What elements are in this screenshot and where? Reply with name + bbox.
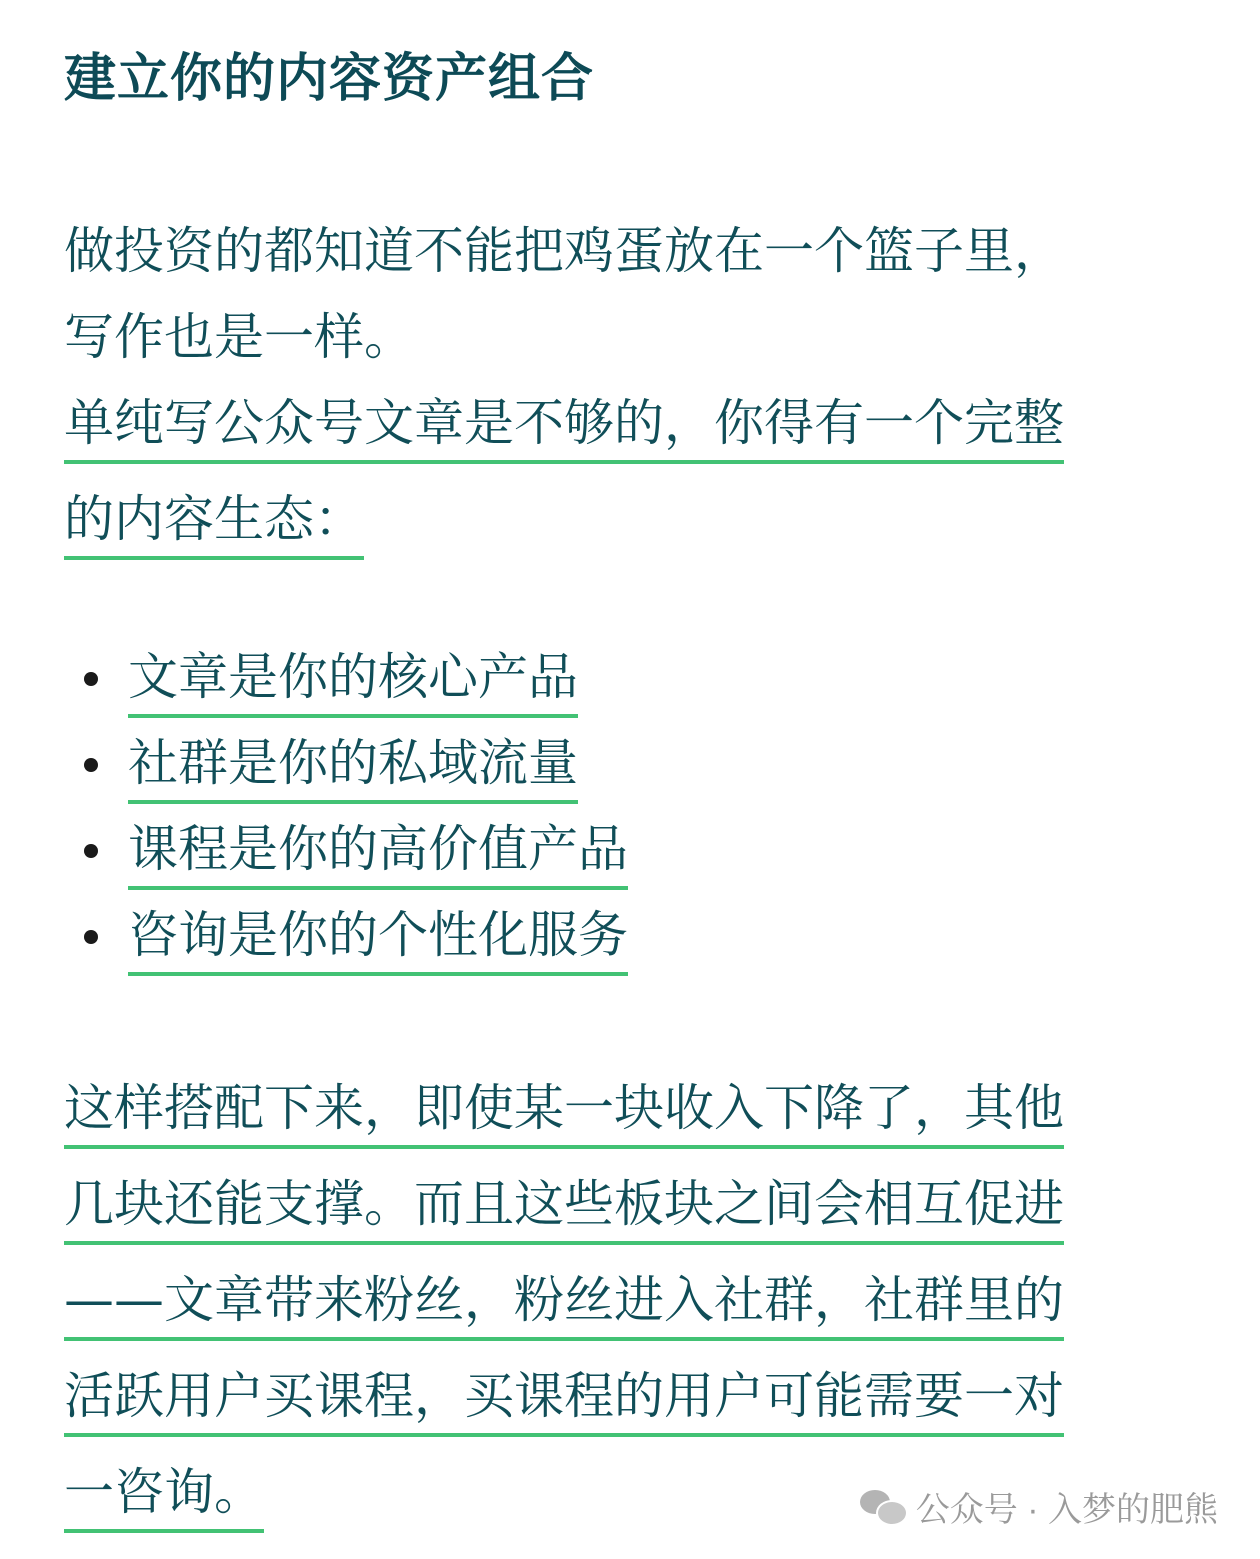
closing-line: 这样搭配下来，即使某一块收入下降了，其他 xyxy=(64,1071,1064,1149)
closing-line: 活跃用户买课程，买课程的用户可能需要一对 xyxy=(64,1359,1064,1437)
closing-paragraph xyxy=(64,1065,1204,1545)
bullet-dot-icon xyxy=(84,930,98,944)
watermark-label: 公众号 · 入梦的肥熊 xyxy=(915,1491,1218,1529)
intro-paragraph xyxy=(64,208,1204,380)
highlight-line: 的内容生态： xyxy=(64,482,364,560)
section-heading: 建立你的内容资产组合 xyxy=(64,49,595,109)
list-item xyxy=(84,898,628,984)
list-item-text: 社群是你的私域流量 xyxy=(128,726,578,804)
list-item-text: 课程是你的高价值产品 xyxy=(128,812,628,890)
highlight-paragraph xyxy=(64,380,1204,572)
intro-line: 做投资的都知道不能把鸡蛋放在一个篮子里， xyxy=(64,222,1064,280)
source-watermark xyxy=(860,1482,1218,1531)
content-ecosystem-list xyxy=(84,640,628,984)
list-item xyxy=(84,812,628,898)
list-item-text: 文章是你的核心产品 xyxy=(128,640,578,718)
list-item xyxy=(84,726,628,812)
intro-line: 写作也是一样。 xyxy=(64,308,414,366)
bullet-dot-icon xyxy=(84,844,98,858)
highlight-line: 单纯写公众号文章是不够的，你得有一个完整 xyxy=(64,386,1064,464)
closing-line: 一咨询。 xyxy=(64,1455,264,1533)
closing-line: ——文章带来粉丝，粉丝进入社群，社群里的 xyxy=(64,1263,1064,1341)
bullet-dot-icon xyxy=(84,672,98,686)
list-item xyxy=(84,640,628,726)
closing-line: 几块还能支撑。而且这些板块之间会相互促进 xyxy=(64,1167,1064,1245)
list-item-text: 咨询是你的个性化服务 xyxy=(128,898,628,976)
bullet-dot-icon xyxy=(84,758,98,772)
wechat-icon xyxy=(860,1488,906,1526)
